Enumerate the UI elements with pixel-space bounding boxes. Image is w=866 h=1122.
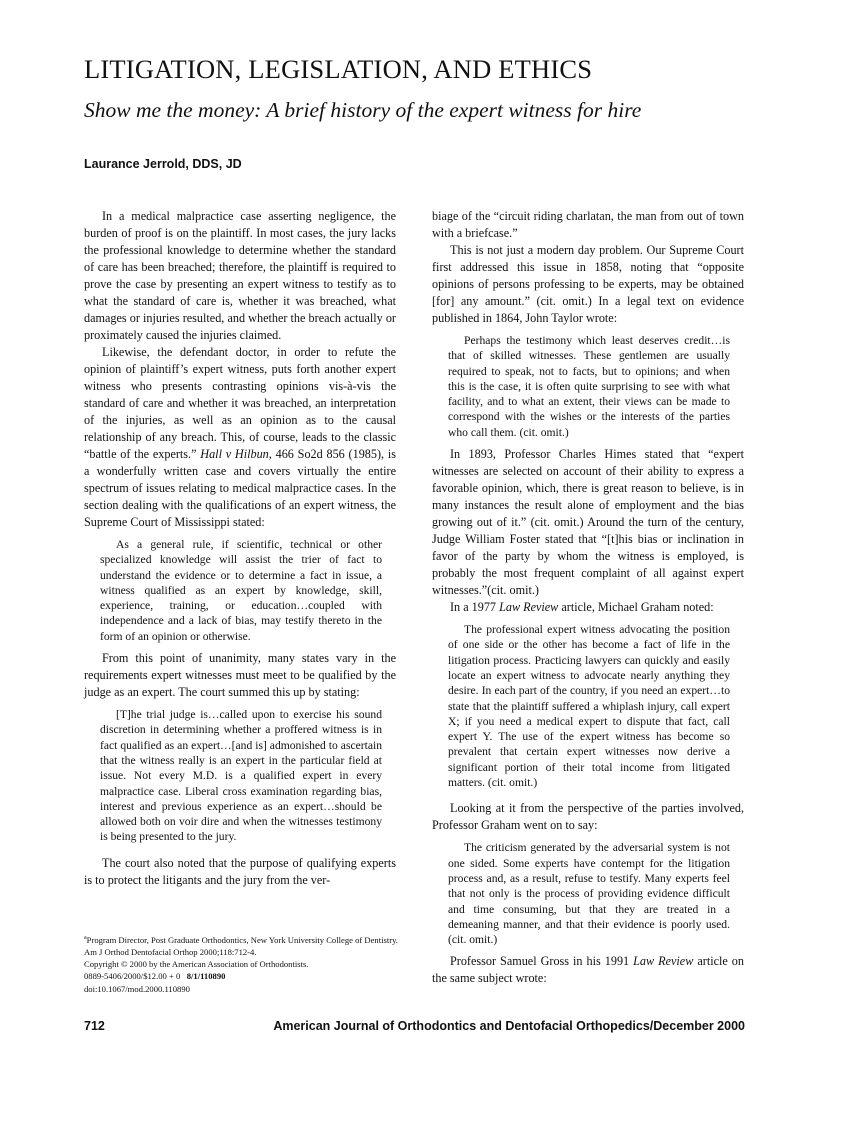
text: Likewise, the defendant doctor, in order to refute the opinion of plaintiff’s expert witness, puts forth another expert witness who presents contrasting opinions vis-à-vis the standard of care and whether it was breached, an interpretation of the injuries, as well as an opinion as to the causal relationship of any breach. This, of course, leads to the classic “battle of the experts.” — [84, 345, 396, 461]
footnote-marker: a — [84, 935, 87, 941]
footnotes — [84, 932, 414, 995]
section-title: LITIGATION, LEGISLATION, AND ETHICS — [84, 54, 593, 84]
paragraph: biage of the “circuit riding charlatan, the man from out of town with a briefcase.” — [432, 209, 744, 240]
paragraph: From this point of unanimity, many states vary in the requirements expert witnesses must meet to be qualified by the judge as an expert. The court summed this up by stating: — [84, 651, 396, 700]
text: Program Director, Post Graduate Orthodontics, New York University College of Dentistry. — [86, 934, 398, 945]
left-column — [84, 208, 396, 889]
block-quote: The criticism generated by the adversarial system is not one sided. Some experts have contempt for the litigation process and, as a result, refuse to testify. Many experts feel that not only is the process of providing evidence difficult and time consuming, but that they are treated in a demeaning manner, and that their evidence is poorly used. (cit. omit.) — [448, 841, 730, 947]
text: Professor Samuel Gross in his 1991 — [450, 954, 634, 969]
paragraph: In a medical malpractice case asserting negligence, the burden of proof is on the plaintiff. In most cases, the jury lacks the professional knowledge to determine whether the standard of care has been breached; therefore, the plaintiff is required to prove the case by presenting an expert witness to testify as to what the standard of care is, whether it was breached, what damages or injuries resulted, and whether the breach actually or proximately caused the injuries claimed. — [84, 209, 396, 342]
copyright: Copyright © 2000 by the American Association of Orthodontists. — [84, 959, 309, 970]
paragraph: Looking at it from the perspective of the parties involved, Professor Graham went on to say: — [432, 801, 744, 833]
page-number: 712 — [84, 1019, 105, 1033]
journal-ref: Law Review — [633, 954, 694, 969]
doi: doi:10.1067/mod.2000.110890 — [84, 983, 190, 994]
text: article on the same subject wrote: — [432, 954, 744, 986]
block-quote: The professional expert witness advocating the position of one side or the other has become a fact of life in the litigation process. Practicing lawyers can quickly and easily locate an expert witness to advocate nearly anything they desire. In each part of the country, if you need an expert…to state that the plaintiff suffered a whiplash injury, call expert X; if you need a medical expert to dispute that fact, call expert Y. The use of the expert witness has become so prevalent that certain expert witnesses now derive a significant portion of their total income from litigated matters. (cit. omit.) — [448, 623, 730, 790]
author: Laurance Jerrold, DDS, JD — [84, 157, 242, 171]
issn — [84, 970, 414, 982]
text: article, Michael Graham noted: — [558, 600, 714, 615]
paragraph — [432, 599, 744, 616]
paragraph: In 1893, Professor Charles Himes stated that “expert witnesses are selected on account of their ability to express a favorable opinion, which, there is great reason to believe, is in many instances the result alone of employment and the bias growing out of it.” (cit. omit.) Around the turn of the century, Judge William Foster stated that “[t]his bias or inclination in favor of the party by whom the witness is employed, is probably the most frequent complaint of all against expert witnesses.”(cit. omit.) — [432, 447, 744, 598]
block-quote: As a general rule, if scientific, technical or other specialized knowledge will assist the trier of fact to understand the evidence or to determine a fact in issue, a witness qualified as an expert by knowledge, skill, experience, training, or education…coupled with independence and a lack of bias, may testify thereto in the form of an opinion or otherwise. — [100, 538, 382, 643]
right-column — [432, 208, 744, 987]
block-quote: Perhaps the testimony which least deserves credit…is that of skilled witnesses. These gentlemen are usually required to speak, not to facts, but to opinions; and when this is the case, it is often quite surprising to see with what facility, and to what an extent, their views can be made to correspond with the wishes or the interests of the parties who call them. (cit. omit.) — [448, 334, 730, 439]
journal-ref: Law Review — [499, 600, 559, 615]
citation: Am J Orthod Dentofacial Orthop 2000;118:712-4. — [84, 947, 257, 958]
text: 0889-5406/2000/$12.00 + 0 — [84, 971, 181, 982]
article-id: 8/1/110890 — [186, 971, 226, 982]
paragraph — [84, 344, 396, 531]
case-name: Hall v Hilbun — [200, 447, 269, 461]
paragraph: The court also noted that the purpose of qualifying experts is to protect the litigants and the jury from the ver- — [84, 855, 396, 887]
block-quote: [T]he trial judge is…called upon to exercise his sound discretion in determining whether a proffered witness is in fact qualified as an expert…[and is] admonished to ascertain that the witness really is an expert in the particular field at issue. Not every M.D. is a qualified expert in every malpractice case. Liberal cross examination regarding bias, interest and previous experience as an expert…should be allowed both on voir dire and when the witnesses testimony is being presented to the jury. — [100, 708, 382, 844]
journal-footer: American Journal of Orthodontics and Dentofacial Orthopedics/December 2000 — [273, 1019, 745, 1033]
article-title: Show me the money: A brief history of the expert witness for hire — [84, 98, 642, 122]
paragraph: This is not just a modern day problem. Our Supreme Court first addressed this issue in 1858, noting that “opposite opinions of persons professing to be experts, may be obtained [for] any amount.” (cit. omit.) In a legal text on evidence published in 1864, John Taylor wrote: — [432, 243, 744, 325]
text: In a 1977 — [450, 600, 500, 615]
paragraph — [432, 953, 744, 987]
affiliation-footnote — [84, 932, 414, 946]
text: , 466 So2d 856 (1985), is a wonderfully written case and covers virtually the entire spectrum of issues relating to medical malpractice cases. In the section dealing with the qualifications of an expert witness, the Supreme Court of Mississippi stated: — [84, 447, 397, 529]
